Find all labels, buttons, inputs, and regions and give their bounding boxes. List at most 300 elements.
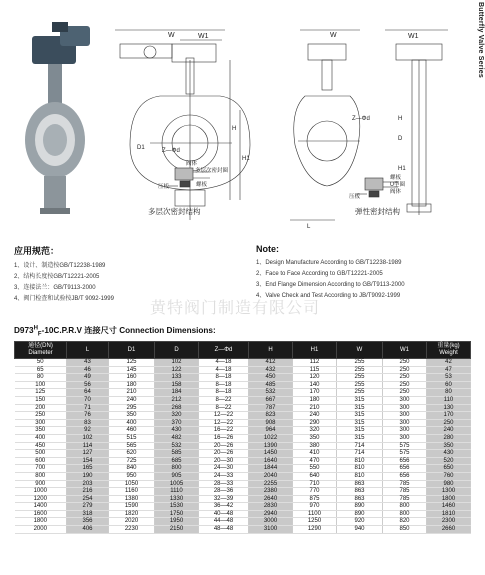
table-row bbox=[15, 389, 471, 397]
table-cell: 1450 bbox=[249, 450, 293, 458]
table-header-4-label: Z—Φd bbox=[214, 346, 233, 353]
table-cell: 80 bbox=[427, 389, 471, 397]
table-cell: 400 bbox=[109, 419, 155, 427]
table-row bbox=[15, 442, 471, 450]
table-cell: 450 bbox=[15, 442, 67, 450]
table-cell: 515 bbox=[109, 434, 155, 442]
table-header-2-label: D1 bbox=[127, 346, 136, 353]
table-header-9-sublabel: Weight bbox=[439, 350, 458, 356]
table-cell: 24—33 bbox=[199, 472, 249, 480]
note-line-4: 4、Valve Check and Test According to JB/T9092-1999 bbox=[256, 293, 401, 299]
table-cell: 2255 bbox=[249, 480, 293, 488]
table-cell: 49 bbox=[67, 374, 109, 382]
table-cell: 430 bbox=[155, 427, 199, 435]
table-cell: 71 bbox=[67, 404, 109, 412]
table-cell: 1530 bbox=[155, 503, 199, 511]
table-cell: 520 bbox=[427, 457, 471, 465]
table-cell: 1460 bbox=[427, 503, 471, 511]
table-cell: 820 bbox=[383, 518, 427, 526]
table-header-7 bbox=[337, 342, 383, 359]
table-cell: 656 bbox=[383, 465, 427, 473]
table-row bbox=[15, 374, 471, 382]
table-cell: 1330 bbox=[155, 495, 199, 503]
note-heading: Note: bbox=[256, 244, 279, 254]
table-cell: 920 bbox=[337, 518, 383, 526]
seal-left-label-3: 螺板 bbox=[196, 182, 208, 188]
table-cell: 1160 bbox=[109, 488, 155, 496]
table-cell: 800 bbox=[15, 472, 67, 480]
seal-left-title: 多层次密封结构 bbox=[148, 207, 201, 216]
table-cell: 575 bbox=[383, 450, 427, 458]
table-cell: 254 bbox=[67, 495, 109, 503]
table-cell: 875 bbox=[293, 495, 337, 503]
table-cell: 300 bbox=[383, 434, 427, 442]
table-cell: 115 bbox=[293, 366, 337, 374]
table-header-8 bbox=[383, 342, 427, 359]
watermark: 黄特阀门制造有限公司 bbox=[150, 300, 321, 317]
table-cell: 28—36 bbox=[199, 488, 249, 496]
table-cell: 4—18 bbox=[199, 366, 249, 374]
table-row bbox=[15, 366, 471, 374]
table-cell: 3100 bbox=[249, 526, 293, 534]
table-cell: 714 bbox=[337, 450, 383, 458]
table-cell: 8—18 bbox=[199, 381, 249, 389]
table-cell: 114 bbox=[67, 442, 109, 450]
table-cell: 160 bbox=[109, 374, 155, 382]
table-cell: 250 bbox=[383, 374, 427, 382]
table-cell: 1750 bbox=[155, 510, 199, 518]
table-title-sup: H bbox=[33, 325, 38, 332]
connection-dimensions-table bbox=[14, 341, 471, 534]
table-cell: 110 bbox=[427, 396, 471, 404]
table-header-row bbox=[15, 342, 471, 359]
table-cell: 145 bbox=[109, 366, 155, 374]
table-cell: 20—26 bbox=[199, 450, 249, 458]
table-cell: 1600 bbox=[15, 510, 67, 518]
label-d1: D1 bbox=[137, 145, 145, 151]
table-cell: 1050 bbox=[109, 480, 155, 488]
table-cell: 170 bbox=[293, 389, 337, 397]
table-cell: 24—30 bbox=[199, 465, 249, 473]
table-row bbox=[15, 518, 471, 526]
table-cell: 940 bbox=[337, 526, 383, 534]
table-cell: 950 bbox=[109, 472, 155, 480]
table-cell: 268 bbox=[155, 404, 199, 412]
table-cell: 315 bbox=[337, 434, 383, 442]
table-cell: 250 bbox=[383, 359, 427, 367]
technical-drawings bbox=[0, 0, 470, 230]
table-cell: 42 bbox=[427, 359, 471, 367]
table-cell: 575 bbox=[383, 442, 427, 450]
table-header-0-label: 通径(DN) bbox=[28, 343, 53, 349]
note-line-1: 1、Design Manufacture According to GB/T12238-1989 bbox=[256, 260, 402, 266]
table-cell: 1250 bbox=[293, 518, 337, 526]
table-cell: 890 bbox=[337, 503, 383, 511]
table-row bbox=[15, 526, 471, 534]
table-cell: 550 bbox=[293, 465, 337, 473]
table-cell: 255 bbox=[337, 389, 383, 397]
table-cell: 1000 bbox=[15, 488, 67, 496]
table-cell: 800 bbox=[383, 510, 427, 518]
table-cell: 412 bbox=[249, 359, 293, 367]
table-cell: 823 bbox=[249, 412, 293, 420]
table-cell: 350 bbox=[109, 412, 155, 420]
table-cell: 203 bbox=[67, 480, 109, 488]
table-cell: 787 bbox=[249, 404, 293, 412]
table-header-7-label: W bbox=[356, 346, 363, 353]
table-cell: 908 bbox=[249, 419, 293, 427]
table-cell: 60 bbox=[427, 381, 471, 389]
table-cell: 250 bbox=[383, 366, 427, 374]
table-cell: 380 bbox=[293, 442, 337, 450]
table-cell: 725 bbox=[109, 457, 155, 465]
table-row bbox=[15, 465, 471, 473]
table-cell: 295 bbox=[109, 404, 155, 412]
table-cell: 890 bbox=[337, 510, 383, 518]
table-cell: 44—48 bbox=[199, 518, 249, 526]
table-cell: 92 bbox=[67, 427, 109, 435]
table-cell: 216 bbox=[67, 488, 109, 496]
table-cell: 370 bbox=[155, 419, 199, 427]
table-cell: 2940 bbox=[249, 510, 293, 518]
table-row bbox=[15, 488, 471, 496]
table-cell: 620 bbox=[109, 450, 155, 458]
table-header-2 bbox=[109, 342, 155, 359]
table-cell: 785 bbox=[383, 480, 427, 488]
application-line-3: 3、连接法兰：GB/T9113-2000 bbox=[14, 285, 96, 291]
table-cell: 863 bbox=[337, 495, 383, 503]
table-cell: 1390 bbox=[249, 442, 293, 450]
table-cell: 255 bbox=[337, 374, 383, 382]
table-cell: 2380 bbox=[249, 488, 293, 496]
table-header-5-label: H bbox=[268, 346, 273, 353]
table-cell: 1800 bbox=[427, 495, 471, 503]
drawing-middle bbox=[115, 30, 250, 220]
table-cell: 8—22 bbox=[199, 396, 249, 404]
table-cell: 810 bbox=[337, 465, 383, 473]
table-cell: 2040 bbox=[249, 472, 293, 480]
table-cell: 12—22 bbox=[199, 419, 249, 427]
seal-left-label-0: 阀体 bbox=[186, 161, 198, 167]
table-cell: 50 bbox=[15, 359, 67, 367]
table-cell: 1110 bbox=[155, 488, 199, 496]
table-cell: 1640 bbox=[249, 457, 293, 465]
table-cell: 32—39 bbox=[199, 495, 249, 503]
table-cell: 565 bbox=[109, 442, 155, 450]
table-cell: 2000 bbox=[15, 526, 67, 534]
table-cell: 900 bbox=[15, 480, 67, 488]
seal-right-label-3: 压板 bbox=[349, 194, 361, 200]
table-cell: 770 bbox=[293, 488, 337, 496]
table-row bbox=[15, 359, 471, 367]
table-cell: 1400 bbox=[15, 503, 67, 511]
table-cell: 250 bbox=[427, 419, 471, 427]
table-cell: 863 bbox=[337, 488, 383, 496]
table-cell: 600 bbox=[15, 457, 67, 465]
label-w: W bbox=[168, 32, 175, 39]
table-row bbox=[15, 427, 471, 435]
table-header-4 bbox=[199, 342, 249, 359]
table-cell: 430 bbox=[427, 450, 471, 458]
application-line-2: 2、结构长度按GB/T12221-2005 bbox=[14, 274, 100, 280]
table-cell: 785 bbox=[383, 488, 427, 496]
seal-left-label-1: 多层次密封圈 bbox=[195, 168, 229, 174]
table-cell: 255 bbox=[337, 366, 383, 374]
table-header-6-label: H1 bbox=[310, 346, 319, 353]
table-cell: 212 bbox=[155, 396, 199, 404]
application-section bbox=[14, 244, 114, 305]
table-row bbox=[15, 457, 471, 465]
table-cell: 83 bbox=[67, 419, 109, 427]
table-cell: 1022 bbox=[249, 434, 293, 442]
table-cell: 180 bbox=[109, 381, 155, 389]
table-cell: 710 bbox=[293, 480, 337, 488]
table-cell: 210 bbox=[293, 404, 337, 412]
table-cell: 125 bbox=[109, 359, 155, 367]
table-cell: 810 bbox=[337, 472, 383, 480]
note-section bbox=[256, 244, 405, 302]
table-cell: 28—33 bbox=[199, 480, 249, 488]
table-cell: 1200 bbox=[15, 495, 67, 503]
table-cell: 700 bbox=[15, 465, 67, 473]
table-cell: 350 bbox=[15, 427, 67, 435]
table-cell: 180 bbox=[293, 396, 337, 404]
table-cell: 36—42 bbox=[199, 503, 249, 511]
table-row bbox=[15, 480, 471, 488]
table-cell: 102 bbox=[67, 434, 109, 442]
table-title-suffix: -10C.P.R.V 连接尺寸 Connection Dimensions: bbox=[41, 326, 216, 335]
table-cell: 406 bbox=[67, 526, 109, 534]
table-cell: 184 bbox=[155, 389, 199, 397]
table-cell: 1290 bbox=[293, 526, 337, 534]
table-cell: 280 bbox=[427, 434, 471, 442]
table-row bbox=[15, 412, 471, 420]
note-line-3: 3、End Flange Dimension According to GB/T9113-2000 bbox=[256, 282, 405, 288]
table-cell: 210 bbox=[109, 389, 155, 397]
table-cell: 279 bbox=[67, 503, 109, 511]
table-cell: 315 bbox=[337, 419, 383, 427]
table-cell: 127 bbox=[67, 450, 109, 458]
table-cell: 1590 bbox=[109, 503, 155, 511]
table-cell: 356 bbox=[67, 518, 109, 526]
table-cell: 300 bbox=[15, 419, 67, 427]
table-cell: 2020 bbox=[109, 518, 155, 526]
valve-photo bbox=[25, 22, 90, 214]
table-cell: 255 bbox=[337, 359, 383, 367]
table-cell: 122 bbox=[155, 366, 199, 374]
table-cell: 410 bbox=[293, 450, 337, 458]
side-tab bbox=[469, 0, 485, 128]
seal-right-label-2: 阀体 bbox=[390, 189, 402, 195]
table-header-5 bbox=[249, 342, 293, 359]
table-cell: 650 bbox=[427, 465, 471, 473]
table-cell: 532 bbox=[155, 442, 199, 450]
table-cell: 1950 bbox=[155, 518, 199, 526]
table-row bbox=[15, 510, 471, 518]
application-heading: 应用规范： bbox=[14, 246, 60, 256]
table-cell: 685 bbox=[155, 457, 199, 465]
table-row bbox=[15, 396, 471, 404]
table-cell: 80 bbox=[15, 374, 67, 382]
table-cell: 350 bbox=[293, 434, 337, 442]
table-cell: 300 bbox=[383, 427, 427, 435]
seal-right-label-1: U型圈 bbox=[390, 182, 405, 188]
table-cell: 20—26 bbox=[199, 442, 249, 450]
table-cell: 8—18 bbox=[199, 389, 249, 397]
table-cell: 300 bbox=[383, 419, 427, 427]
table-row bbox=[15, 434, 471, 442]
table-cell: 964 bbox=[249, 427, 293, 435]
table-cell: 800 bbox=[383, 503, 427, 511]
table-cell: 667 bbox=[249, 396, 293, 404]
side-tab-label: Butterfly Valve Series bbox=[477, 2, 484, 78]
table-cell: 850 bbox=[383, 526, 427, 534]
table-header-3 bbox=[155, 342, 199, 359]
table-cell: 150 bbox=[15, 396, 67, 404]
table-cell: 482 bbox=[155, 434, 199, 442]
table-cell: 585 bbox=[155, 450, 199, 458]
table-header-9-label: 重量(kg) bbox=[437, 343, 460, 349]
table-cell: 318 bbox=[67, 510, 109, 518]
table-cell: 255 bbox=[337, 381, 383, 389]
table-cell: 48—48 bbox=[199, 526, 249, 534]
table-body bbox=[15, 359, 471, 534]
table-cell: 165 bbox=[67, 465, 109, 473]
table-cell: 133 bbox=[155, 374, 199, 382]
label-w1: W1 bbox=[198, 33, 209, 40]
table-cell: 3000 bbox=[249, 518, 293, 526]
table-cell: 785 bbox=[383, 495, 427, 503]
table-cell: 250 bbox=[383, 381, 427, 389]
table-cell: 46 bbox=[67, 366, 109, 374]
table-cell: 970 bbox=[293, 503, 337, 511]
table-cell: 4—18 bbox=[199, 359, 249, 367]
table-row bbox=[15, 381, 471, 389]
table-cell: 810 bbox=[337, 457, 383, 465]
table-cell: 125 bbox=[15, 389, 67, 397]
table-row bbox=[15, 472, 471, 480]
table-cell: 240 bbox=[427, 427, 471, 435]
label-h-right: H bbox=[398, 116, 403, 122]
table-cell: 76 bbox=[67, 412, 109, 420]
table-cell: 290 bbox=[293, 419, 337, 427]
table-cell: 840 bbox=[109, 465, 155, 473]
table-cell: 65 bbox=[15, 366, 67, 374]
table-header-6 bbox=[293, 342, 337, 359]
table-header-1 bbox=[67, 342, 109, 359]
note-line-2: 2、Face to Face According to GB/T12221-2005 bbox=[256, 271, 383, 277]
table-cell: 2300 bbox=[427, 518, 471, 526]
table-cell: 154 bbox=[67, 457, 109, 465]
table-cell: 2830 bbox=[249, 503, 293, 511]
table-cell: 240 bbox=[293, 412, 337, 420]
table-cell: 760 bbox=[427, 472, 471, 480]
table-cell: 863 bbox=[337, 480, 383, 488]
table-cell: 350 bbox=[427, 442, 471, 450]
table-cell: 2150 bbox=[155, 526, 199, 534]
label-d-right: D bbox=[398, 136, 403, 142]
table-cell: 460 bbox=[109, 427, 155, 435]
seal-right-title: 弹性密封结构 bbox=[355, 207, 400, 216]
table-cell: 8—18 bbox=[199, 374, 249, 382]
table-cell: 250 bbox=[15, 412, 67, 420]
seal-left-label-2: 压板 bbox=[158, 184, 170, 190]
table-header-0 bbox=[15, 342, 67, 359]
label-w-right: W bbox=[330, 32, 337, 39]
table-cell: 320 bbox=[293, 427, 337, 435]
table-header-8-label: W1 bbox=[400, 346, 409, 353]
table-cell: 53 bbox=[427, 374, 471, 382]
application-line-4: 4、阀门检查和试验按JB/T 9092-1999 bbox=[14, 296, 114, 302]
table-cell: 714 bbox=[337, 442, 383, 450]
table-cell: 70 bbox=[67, 396, 109, 404]
table-cell: 640 bbox=[293, 472, 337, 480]
table-cell: 250 bbox=[383, 389, 427, 397]
table-row bbox=[15, 450, 471, 458]
table-cell: 432 bbox=[249, 366, 293, 374]
table-cell: 120 bbox=[293, 374, 337, 382]
table-cell: 1800 bbox=[15, 518, 67, 526]
label-l-right: L bbox=[307, 224, 311, 230]
table-row bbox=[15, 495, 471, 503]
table-cell: 1820 bbox=[109, 510, 155, 518]
table-cell: 240 bbox=[109, 396, 155, 404]
table-cell: 56 bbox=[67, 381, 109, 389]
table-cell: 1810 bbox=[427, 510, 471, 518]
table-cell: 905 bbox=[155, 472, 199, 480]
table-cell: 300 bbox=[383, 396, 427, 404]
label-w1-right: W1 bbox=[408, 33, 419, 40]
table-cell: 470 bbox=[293, 457, 337, 465]
table-cell: 140 bbox=[293, 381, 337, 389]
table-header-9 bbox=[427, 342, 471, 359]
table-cell: 100 bbox=[15, 381, 67, 389]
table-cell: 2660 bbox=[427, 526, 471, 534]
table-cell: 450 bbox=[249, 374, 293, 382]
table-cell: 300 bbox=[383, 412, 427, 420]
table-cell: 320 bbox=[155, 412, 199, 420]
table-title-prefix: D973 bbox=[14, 326, 34, 335]
table-cell: 532 bbox=[249, 389, 293, 397]
table-cell: 400 bbox=[15, 434, 67, 442]
table-cell: 1844 bbox=[249, 465, 293, 473]
table-cell: 20—30 bbox=[199, 457, 249, 465]
table-cell: 16—22 bbox=[199, 427, 249, 435]
table-cell: 12—22 bbox=[199, 412, 249, 420]
table-cell: 200 bbox=[15, 404, 67, 412]
table-cell: 300 bbox=[383, 404, 427, 412]
table-cell: 158 bbox=[155, 381, 199, 389]
table-cell: 315 bbox=[337, 427, 383, 435]
table-cell: 1300 bbox=[427, 488, 471, 496]
table-cell: 8—22 bbox=[199, 404, 249, 412]
table-cell: 1005 bbox=[155, 480, 199, 488]
table-cell: 485 bbox=[249, 381, 293, 389]
table-header-1-label: L bbox=[85, 346, 90, 353]
table-cell: 190 bbox=[67, 472, 109, 480]
table-cell: 2640 bbox=[249, 495, 293, 503]
label-h: H bbox=[232, 126, 237, 132]
table-row bbox=[15, 404, 471, 412]
table-cell: 315 bbox=[337, 396, 383, 404]
table-cell: 1100 bbox=[293, 510, 337, 518]
table-cell: 500 bbox=[15, 450, 67, 458]
label-zphid: Z—Φd bbox=[162, 148, 180, 154]
table-cell: 64 bbox=[67, 389, 109, 397]
table-cell: 2230 bbox=[109, 526, 155, 534]
table-cell: 656 bbox=[383, 457, 427, 465]
table-cell: 315 bbox=[337, 412, 383, 420]
